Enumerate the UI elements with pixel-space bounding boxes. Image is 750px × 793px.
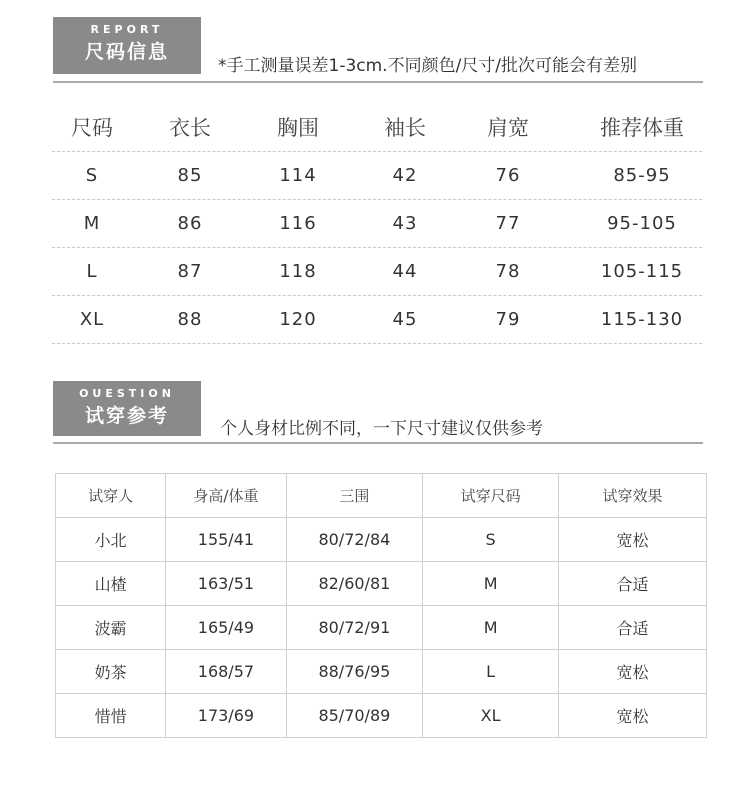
size-table-row bbox=[52, 152, 702, 200]
size-cell: 77 bbox=[495, 213, 521, 234]
try-cell: 173/69 bbox=[166, 694, 286, 738]
try-cell: 宽松 bbox=[559, 694, 707, 738]
try-cell: 小北 bbox=[56, 518, 166, 562]
question-badge-en: OUESTION bbox=[79, 387, 175, 400]
size-cell: 116 bbox=[279, 213, 317, 234]
size-cell: 114 bbox=[279, 165, 317, 186]
try-on-row bbox=[56, 518, 707, 562]
try-on-row bbox=[56, 606, 707, 650]
size-cell: XL bbox=[79, 309, 105, 330]
size-cell: 42 bbox=[392, 165, 418, 186]
try-cell: 奶茶 bbox=[56, 650, 166, 694]
size-cell: 78 bbox=[495, 261, 521, 282]
size-table-row bbox=[52, 248, 702, 296]
question-badge bbox=[53, 381, 201, 436]
size-header-cell: 推荐体重 bbox=[600, 116, 684, 140]
section1-divider bbox=[53, 81, 703, 83]
report-badge bbox=[53, 17, 201, 74]
try-header-cell: 试穿人 bbox=[56, 474, 166, 518]
size-table bbox=[52, 103, 702, 344]
try-cell: M bbox=[423, 562, 559, 606]
size-table-row bbox=[52, 296, 702, 344]
size-header-cell: 尺码 bbox=[71, 116, 113, 140]
size-header-cell: 肩宽 bbox=[487, 116, 529, 140]
size-cell: 95-105 bbox=[607, 213, 677, 234]
size-table-row bbox=[52, 200, 702, 248]
size-header-cell: 胸围 bbox=[277, 116, 319, 140]
try-cell: S bbox=[423, 518, 559, 562]
size-cell: 105-115 bbox=[600, 261, 684, 282]
fit-note: 个人身材比例不同，一下尺寸建议仅供参考 bbox=[220, 419, 543, 439]
size-cell: 79 bbox=[495, 309, 521, 330]
size-cell: 120 bbox=[279, 309, 317, 330]
try-cell: 80/72/84 bbox=[286, 518, 422, 562]
size-cell: 87 bbox=[177, 261, 203, 282]
try-header-cell: 试穿效果 bbox=[559, 474, 707, 518]
try-header-cell: 试穿尺码 bbox=[423, 474, 559, 518]
measurement-note: *手工测量误差1-3cm.不同颜色/尺寸/批次可能会有差别 bbox=[218, 56, 638, 76]
try-cell: 山楂 bbox=[56, 562, 166, 606]
section2-divider bbox=[53, 442, 703, 444]
try-cell: 合适 bbox=[559, 606, 707, 650]
try-cell: L bbox=[423, 650, 559, 694]
try-cell: 165/49 bbox=[166, 606, 286, 650]
try-cell: 80/72/91 bbox=[286, 606, 422, 650]
try-cell: 88/76/95 bbox=[286, 650, 422, 694]
try-cell: 宽松 bbox=[559, 518, 707, 562]
try-header-cell: 三围 bbox=[286, 474, 422, 518]
size-cell: 85-95 bbox=[613, 165, 671, 186]
size-cell: 76 bbox=[495, 165, 521, 186]
try-cell: 宽松 bbox=[559, 650, 707, 694]
try-on-table bbox=[55, 473, 707, 738]
try-cell: 168/57 bbox=[166, 650, 286, 694]
try-on-row bbox=[56, 650, 707, 694]
size-cell: 43 bbox=[392, 213, 418, 234]
report-badge-en: REPORT bbox=[90, 23, 164, 36]
size-header-cell: 衣长 bbox=[169, 116, 211, 140]
size-cell: M bbox=[83, 213, 101, 234]
try-on-row bbox=[56, 694, 707, 738]
size-cell: L bbox=[86, 261, 98, 282]
size-cell: 88 bbox=[177, 309, 203, 330]
try-cell: 155/41 bbox=[166, 518, 286, 562]
report-badge-title: 尺码信息 bbox=[84, 41, 169, 63]
question-badge-title: 试穿参考 bbox=[84, 405, 169, 427]
try-cell: 82/60/81 bbox=[286, 562, 422, 606]
try-on-table-header bbox=[56, 474, 707, 518]
try-cell: M bbox=[423, 606, 559, 650]
size-table-header bbox=[52, 103, 702, 152]
size-cell: 45 bbox=[392, 309, 418, 330]
size-cell: 118 bbox=[279, 261, 317, 282]
try-header-cell: 身高/体重 bbox=[166, 474, 286, 518]
try-cell: 163/51 bbox=[166, 562, 286, 606]
size-cell: 85 bbox=[177, 165, 203, 186]
size-cell: 115-130 bbox=[600, 309, 684, 330]
try-cell: 波霸 bbox=[56, 606, 166, 650]
try-cell: XL bbox=[423, 694, 559, 738]
size-cell: 86 bbox=[177, 213, 203, 234]
try-cell: 惜惜 bbox=[56, 694, 166, 738]
try-cell: 合适 bbox=[559, 562, 707, 606]
size-header-cell: 袖长 bbox=[384, 116, 426, 140]
size-cell: S bbox=[85, 165, 99, 186]
size-cell: 44 bbox=[392, 261, 418, 282]
try-cell: 85/70/89 bbox=[286, 694, 422, 738]
try-on-row bbox=[56, 562, 707, 606]
